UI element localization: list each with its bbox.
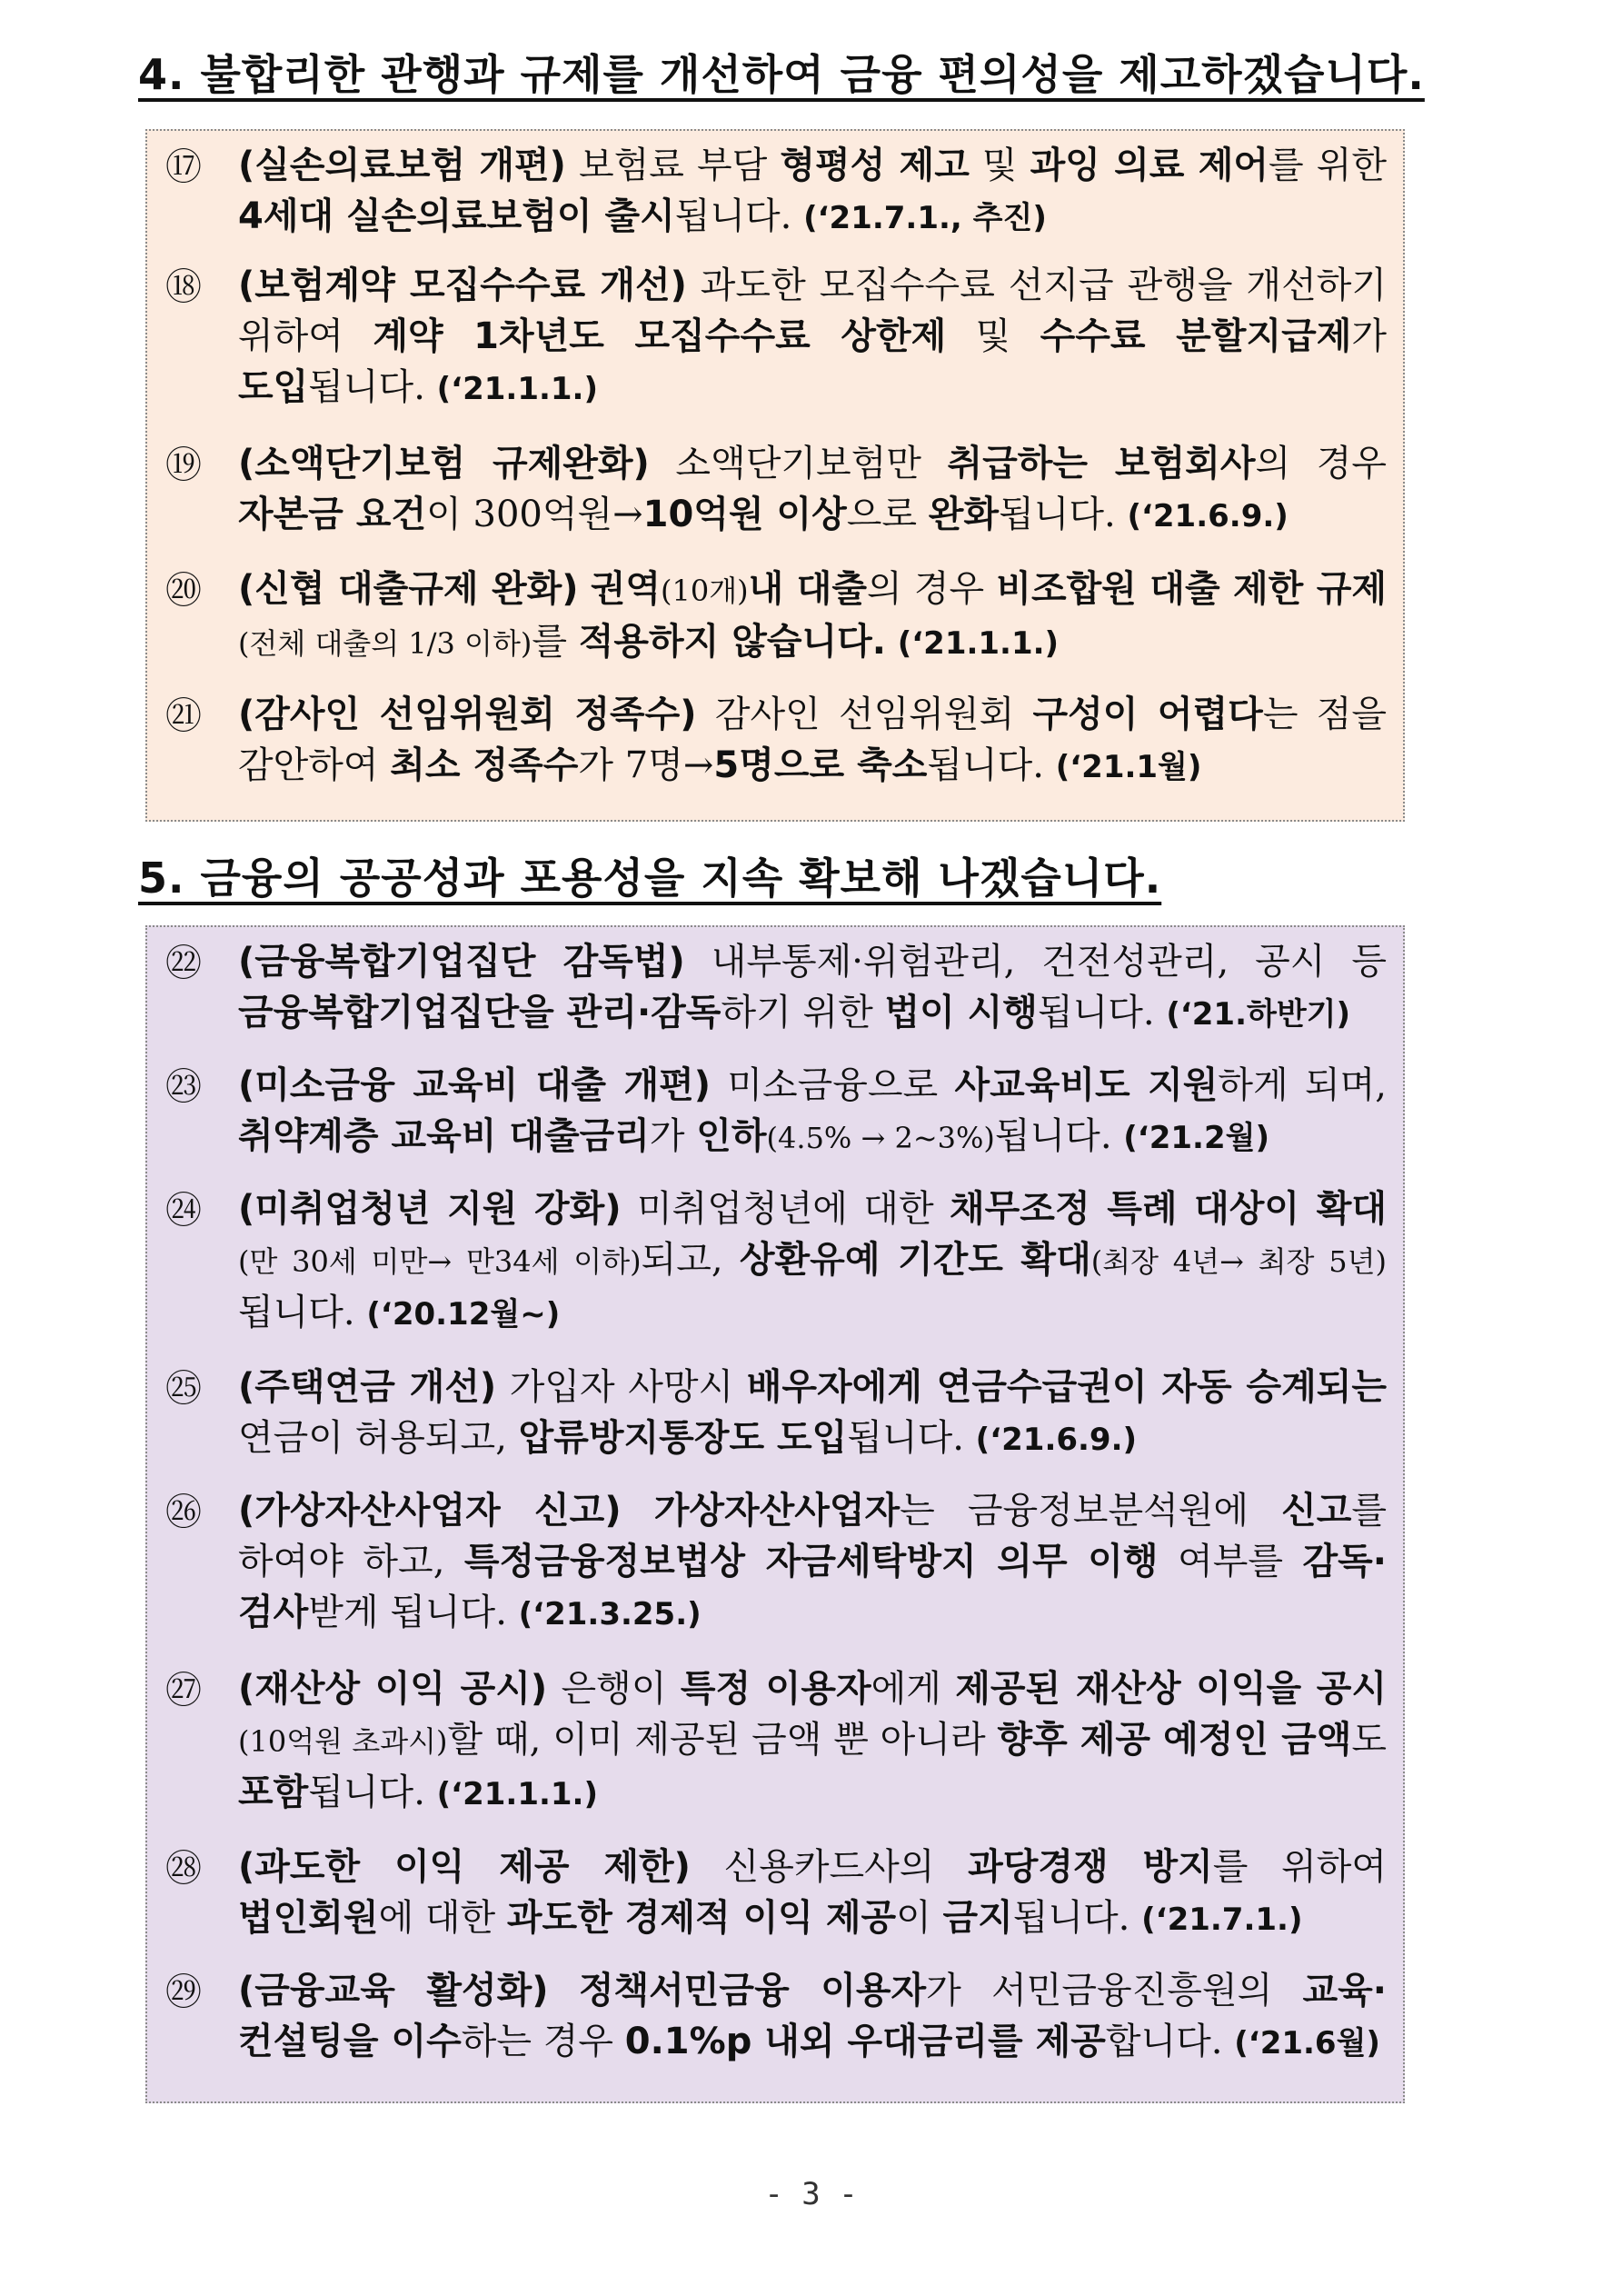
note-text: (10억원 초과시)	[238, 1724, 448, 1759]
emphasis-text: 취급하는 보험회사	[947, 443, 1256, 484]
item-heading: (신협 대출규제 완화)	[238, 568, 579, 610]
body-text: 는 점을 감안하여	[238, 694, 1387, 786]
date-text: (‘20.12월~)	[366, 1296, 561, 1333]
item-heading: (실손의료보험 개편)	[238, 145, 566, 186]
item-19	[165, 438, 1387, 542]
emphasis-text: 자본금 요건	[238, 494, 427, 535]
body-text: 으로	[846, 494, 929, 535]
item-heading: (금융복합기업집단 감독법)	[238, 941, 685, 983]
item-text	[238, 689, 1387, 793]
body-text: 가	[649, 1115, 697, 1157]
item-number: ⑰	[165, 146, 202, 188]
emphasis-text: 형평성 제고	[780, 145, 970, 186]
item-heading: (금융교육 활성화)	[238, 1970, 549, 2011]
item-23	[165, 1060, 1387, 1163]
emphasis-text: 가상자산사업자	[653, 1490, 901, 1532]
emphasis-text: 계약 1차년도 모집수수료 상한제	[373, 315, 947, 357]
body-text: 가 서민금융진흥원의	[926, 1970, 1303, 2011]
emphasis-text: 감독·검사	[238, 1541, 1387, 1633]
item-number: ⑱	[165, 266, 202, 308]
body-text: 됩니다.	[308, 366, 437, 408]
date-text: (‘21.6월)	[1234, 2025, 1380, 2061]
body-text: 및	[946, 315, 1040, 357]
emphasis-text: 과잉 의료 제어	[1030, 145, 1269, 186]
date-text: (‘21.3.25.)	[518, 1596, 702, 1632]
item-number: ⑲	[165, 444, 202, 486]
emphasis-text: 구성이 어렵다	[1032, 694, 1263, 735]
item-text	[238, 1663, 1387, 1820]
note-text: (만 30세 미만→ 만34세 이하)	[238, 1244, 642, 1279]
emphasis-text: 0.1%p 내외 우대금리를 제공	[624, 2021, 1106, 2062]
item-number: ㉙	[165, 1972, 202, 2013]
item-26	[165, 1485, 1387, 1640]
body-text: 여부를	[1158, 1541, 1303, 1582]
note-text: (10개)	[661, 574, 749, 608]
note-text: (4.5% → 2~3%)	[766, 1121, 995, 1155]
item-heading: (소액단기보험 규제완화)	[238, 443, 650, 484]
item-28	[165, 1842, 1387, 1945]
emphasis-text: 교육·컨설팅을 이수	[238, 1970, 1388, 2062]
body-text: 연금이 허용되고,	[238, 1417, 519, 1459]
page-number: - 3 -	[764, 2176, 858, 2212]
item-text	[238, 1362, 1387, 1465]
item-number: ㉗	[165, 1670, 202, 1712]
body-text: 내부통제·위험관리, 건전성관리, 공시 등	[684, 941, 1387, 983]
emphasis-text: 사교육비도 지원	[954, 1064, 1219, 1106]
date-text: (‘21.7.1.)	[1141, 1902, 1303, 1938]
item-heading: (미소금융 교육비 대출 개편)	[238, 1064, 711, 1106]
date-text: (‘21.1.1.)	[897, 625, 1060, 662]
item-text	[238, 1183, 1387, 1340]
item-heading: (주택연금 개선)	[238, 1366, 497, 1408]
body-text: 하는 경우	[461, 2021, 625, 2062]
emphasis-text: 10억원 이상	[642, 494, 847, 535]
item-20	[165, 564, 1387, 669]
emphasis-text: 도입	[238, 366, 309, 408]
emphasis-text: 법이 시행	[884, 992, 1038, 1033]
item-number: ㉔	[165, 1190, 202, 1232]
body-text: 됩니다.	[308, 1772, 437, 1813]
date-text: (‘21.6.9.)	[975, 1422, 1138, 1458]
item-heading: (보험계약 모집수수료 개선)	[238, 265, 687, 306]
emphasis-text: 수수료 분할지급제	[1040, 315, 1352, 357]
note-text: (전체 대출의 1/3 이하)	[238, 626, 532, 661]
emphasis-text: 향후 제공 예정인 금액	[997, 1719, 1352, 1761]
body-text: 됩니다.	[847, 1417, 976, 1459]
item-number: ㉘	[165, 1848, 202, 1890]
emphasis-text: 권역	[590, 568, 662, 610]
emphasis-text: 채무조정 특례 대상이 확대	[950, 1188, 1387, 1230]
emphasis-text: 정책서민금융 이용자	[578, 1970, 927, 2011]
section-5-box	[145, 925, 1405, 2103]
body-text	[622, 1490, 654, 1532]
body-text: 이	[896, 1897, 943, 1939]
body-text: 됩니다.	[674, 195, 804, 237]
body-text: 의 경우	[866, 568, 997, 610]
body-text	[579, 568, 591, 610]
body-text: 됩니다.	[1012, 1897, 1142, 1939]
emphasis-text: 상환유예 기간도 확대	[739, 1239, 1091, 1281]
date-text: (‘21.2월)	[1123, 1120, 1269, 1156]
emphasis-text: 법인회원	[238, 1897, 379, 1939]
date-text: (‘21.1.1.)	[436, 371, 599, 407]
emphasis-text: 5명으로 축소	[713, 744, 928, 786]
item-heading: (감사인 선임위원회 정족수)	[238, 694, 697, 735]
item-24	[165, 1183, 1387, 1340]
body-text: 가입자 사망시	[496, 1366, 747, 1408]
emphasis-text: 인하	[696, 1115, 767, 1157]
body-text: 의 경우	[1255, 443, 1388, 484]
body-text: 가	[1351, 315, 1388, 357]
section-4-title: 4. 불합리한 관행과 규제를 개선하여 금융 편의성을 제고하겠습니다.	[138, 50, 1425, 99]
emphasis-text: 4세대 실손의료보험이 출시	[238, 195, 675, 237]
emphasis-text: 완화	[928, 494, 1000, 535]
item-number: ㉖	[165, 1492, 202, 1533]
item-text	[238, 438, 1387, 542]
item-number: ⑳	[165, 570, 202, 612]
body-text: 소액단기보험만	[649, 443, 948, 484]
body-text: 미소금융으로	[711, 1064, 955, 1106]
emphasis-text: 압류방지통장도 도입	[518, 1417, 848, 1459]
body-text: 를 하여야 하고,	[238, 1490, 1387, 1582]
body-text: 가 7명→	[578, 744, 714, 786]
item-text	[238, 1965, 1387, 2069]
section-4-box	[145, 129, 1405, 822]
body-text: 는 금융정보분석원에	[900, 1490, 1282, 1532]
item-25	[165, 1362, 1387, 1465]
body-text: 은행이	[547, 1668, 681, 1710]
emphasis-text: 과당경쟁 방지	[968, 1846, 1213, 1888]
body-text: 를 위하여	[1212, 1846, 1387, 1888]
body-text: 및	[969, 145, 1030, 186]
section-5-title: 5. 금융의 공공성과 포용성을 지속 확보해 나겠습니다.	[138, 854, 1162, 903]
body-text: 하게 되며,	[1218, 1064, 1387, 1106]
body-text: 됩니다.	[238, 1292, 367, 1333]
emphasis-text: 취약계층 교육비 대출금리	[238, 1115, 650, 1157]
body-text: 합니다.	[1105, 2021, 1235, 2062]
item-heading: (재산상 이익 공시)	[238, 1668, 548, 1710]
body-text: 됩니다.	[994, 1115, 1124, 1157]
body-text: 이 300억원→	[426, 494, 643, 535]
emphasis-text: 금융복합기업집단을 관리·감독	[238, 992, 721, 1033]
emphasis-text: 적용하지 않습니다.	[578, 621, 886, 663]
body-text: 에 대한	[378, 1897, 507, 1939]
item-number: ㉓	[165, 1066, 202, 1108]
item-text	[238, 1485, 1387, 1640]
body-text: 를	[532, 621, 579, 663]
item-text	[238, 936, 1387, 1040]
body-text: 신용카드사의	[690, 1846, 969, 1888]
body-text: 도	[1351, 1719, 1387, 1761]
body-text: 과도한 모집수수료 선지급 관행을 개선하기 위하여	[238, 265, 1387, 357]
item-text	[238, 140, 1387, 244]
item-heading: (미취업청년 지원 강화)	[238, 1188, 622, 1230]
body-text: 됩니다.	[999, 494, 1128, 535]
item-text	[238, 1842, 1387, 1945]
body-text: 를 위한	[1269, 145, 1387, 186]
item-number: ㉒	[165, 943, 202, 984]
item-29	[165, 1965, 1387, 2069]
item-text	[238, 1060, 1387, 1163]
item-number: ㉕	[165, 1368, 202, 1410]
date-text: (‘21.1월)	[1055, 749, 1202, 785]
emphasis-text: 금지	[942, 1897, 1013, 1939]
item-27	[165, 1663, 1387, 1820]
body-text: 보험료 부담	[565, 145, 781, 186]
emphasis-text: 신고	[1281, 1490, 1352, 1532]
emphasis-text: 과도한 경제적 이익 제공	[506, 1897, 897, 1939]
item-17	[165, 140, 1387, 244]
body-text: 에게	[871, 1668, 956, 1710]
body-text: 하기 위한	[721, 992, 885, 1033]
item-18	[165, 260, 1387, 414]
emphasis-text: 비조합원 대출 제한 규제	[996, 568, 1387, 610]
emphasis-text: 배우자에게 연금수급권이 자동 승계되는	[746, 1366, 1387, 1408]
emphasis-text: 내 대출	[748, 568, 867, 610]
body-text: 되고,	[641, 1239, 740, 1281]
body-text	[886, 621, 898, 663]
item-number: ㉑	[165, 695, 202, 737]
emphasis-text: 포함	[238, 1772, 309, 1813]
emphasis-text: 특정 이용자	[680, 1668, 871, 1710]
emphasis-text: 제공된 재산상 이익을 공시	[955, 1668, 1387, 1710]
body-text	[549, 1970, 579, 2011]
body-text: 감사인 선임위원회	[696, 694, 1033, 735]
item-heading: (가상자산사업자 신고)	[238, 1490, 622, 1532]
note-text: (최장 4년→ 최장 5년)	[1090, 1244, 1387, 1279]
body-text: 됩니다.	[1037, 992, 1167, 1033]
body-text: 미취업청년에 대한	[621, 1188, 950, 1230]
item-text	[238, 260, 1387, 414]
body-text: 됩니다.	[927, 744, 1056, 786]
item-22	[165, 936, 1387, 1040]
emphasis-text: 특정금융정보법상 자금세탁방지 의무 이행	[463, 1541, 1159, 1582]
date-text: (‘21.6.9.)	[1127, 498, 1289, 534]
body-text: 받게 됩니다.	[308, 1592, 519, 1633]
item-21	[165, 689, 1387, 793]
date-text: (‘21.7.1., 추진)	[803, 200, 1047, 236]
emphasis-text: 최소 정족수	[390, 744, 579, 786]
item-heading: (과도한 이익 제공 제한)	[238, 1846, 691, 1888]
date-text: (‘21.1.1.)	[436, 1776, 599, 1812]
body-text: 할 때, 이미 제공된 금액 뿐 아니라	[447, 1719, 998, 1761]
date-text: (‘21.하반기)	[1166, 996, 1351, 1033]
item-text	[238, 564, 1387, 669]
